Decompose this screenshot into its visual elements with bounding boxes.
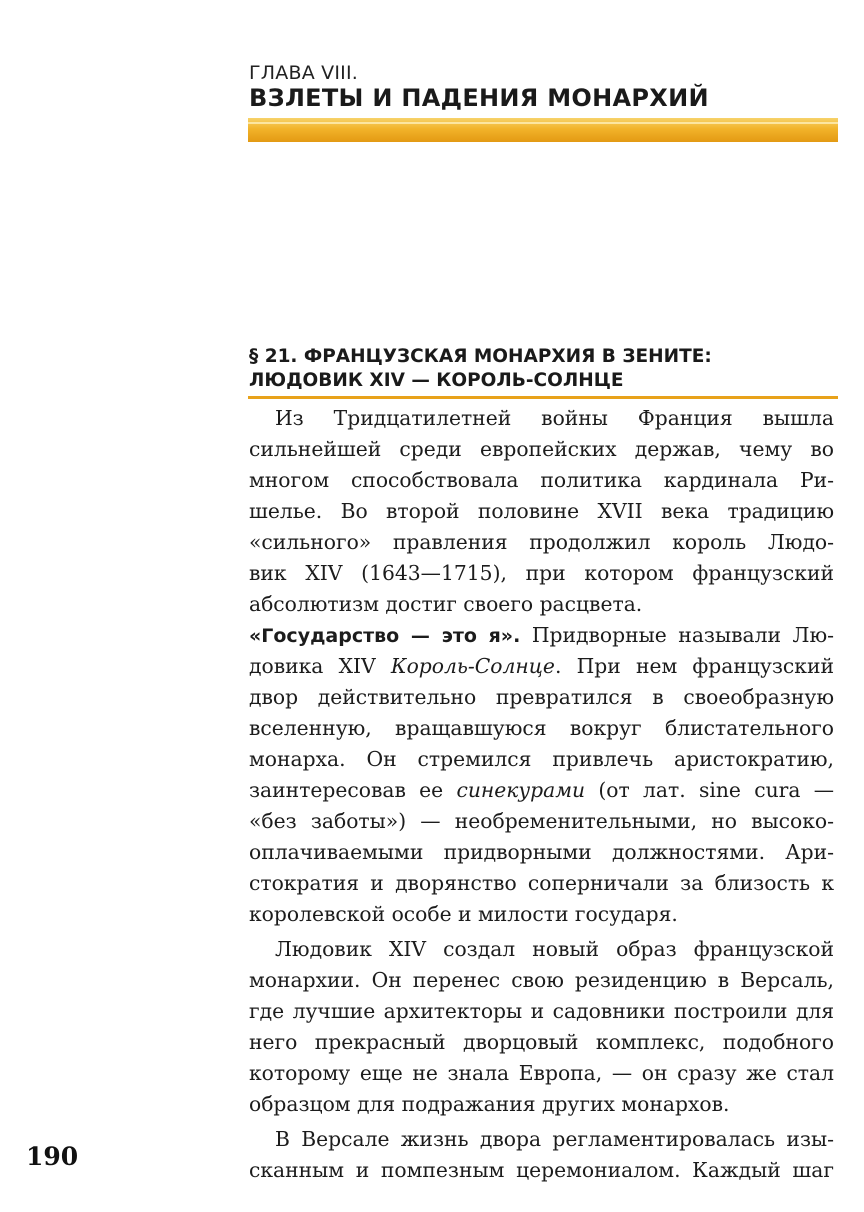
term-sinecures: синекурами [456,778,586,802]
p2-line-3: двор действительно превратился в своеобразную [249,685,834,709]
p1-line-4: шелье. Во второй половине XVII века традицию [249,499,834,523]
p2-line-10: королевской особе и милости государя. [249,902,678,926]
p1-line-5: «сильного» правления продолжил король Людо- [249,530,834,554]
p1-line-3: многом способствовала политика кардинала Ри- [249,468,834,492]
body-text [249,403,834,1186]
p2-line-7: «без заботы») — необременительными, но высоко- [249,809,834,833]
p1-line-2: сильнейшей среди европейских держав, чему во [249,437,834,461]
p3-line-4: него прекрасный дворцовый комплекс, подобного [249,1030,834,1054]
p4-line-1: В Версале жизнь двора регламентировалась изы- [275,1127,834,1151]
section-title [249,345,839,393]
section-title-line-1: § 21. ФРАНЦУЗСКАЯ МОНАРХИЯ В ЗЕНИТЕ: [249,346,712,367]
term-sun-king: Король-Солнце [390,654,555,678]
p2-line-5: монарха. Он стремился привлечь аристократию, [249,747,834,771]
p3-line-5: которому еще не знала Европа, — он сразу же стал [249,1061,834,1085]
p2-line-2 [249,651,834,682]
p2-line-1-rest: Придворные называли Лю- [520,623,834,647]
p1-line-7: абсолютизм достиг своего расцвета. [249,592,643,616]
section-rule [248,396,838,399]
subheading-state-is-me: «Государство — это я». [249,625,521,647]
p4-line-2: сканным и помпезным церемониалом. Каждый шаг [249,1158,834,1182]
p2-line-6-pre: заинтересовав ее [249,778,457,802]
chapter-label: ГЛАВА VIII. [249,62,358,84]
p3-line-1: Людовик XIV создал новый образ французской [275,937,834,961]
chapter-title: ВЗЛЕТЫ И ПАДЕНИЯ МОНАРХИЙ [249,84,709,112]
p2-line-4: вселенную, вращавшуюся вокруг блистательного [249,716,834,740]
p2-line-2-post: . При нем французский [554,654,834,678]
p2-line-2-pre: довика XIV [249,654,391,678]
p3-line-6: образцом для подражания других монархов. [249,1092,730,1116]
page-number: 190 [26,1142,79,1171]
p2-line-9: стократия и дворянство соперничали за близость к [249,871,834,895]
p3-line-2: монархии. Он перенес свою резиденцию в Версаль, [249,968,834,992]
p2-line-6 [249,775,834,806]
chapter-band [248,118,838,142]
p2-line-8: оплачиваемыми придворными должностями. Ари- [249,840,834,864]
p2-line-1 [249,620,834,651]
p1-line-6: вик XIV (1643—1715), при котором французский [249,561,834,585]
p1-line-1: Из Тридцатилетней войны Франция вышла [275,406,834,430]
section-title-line-2: ЛЮДОВИК XIV — КОРОЛЬ-СОЛНЦЕ [249,370,624,391]
p2-line-6-post: (от лат. sine cura — [585,778,834,802]
p3-line-3: где лучшие архитекторы и садовники построили для [249,999,834,1023]
